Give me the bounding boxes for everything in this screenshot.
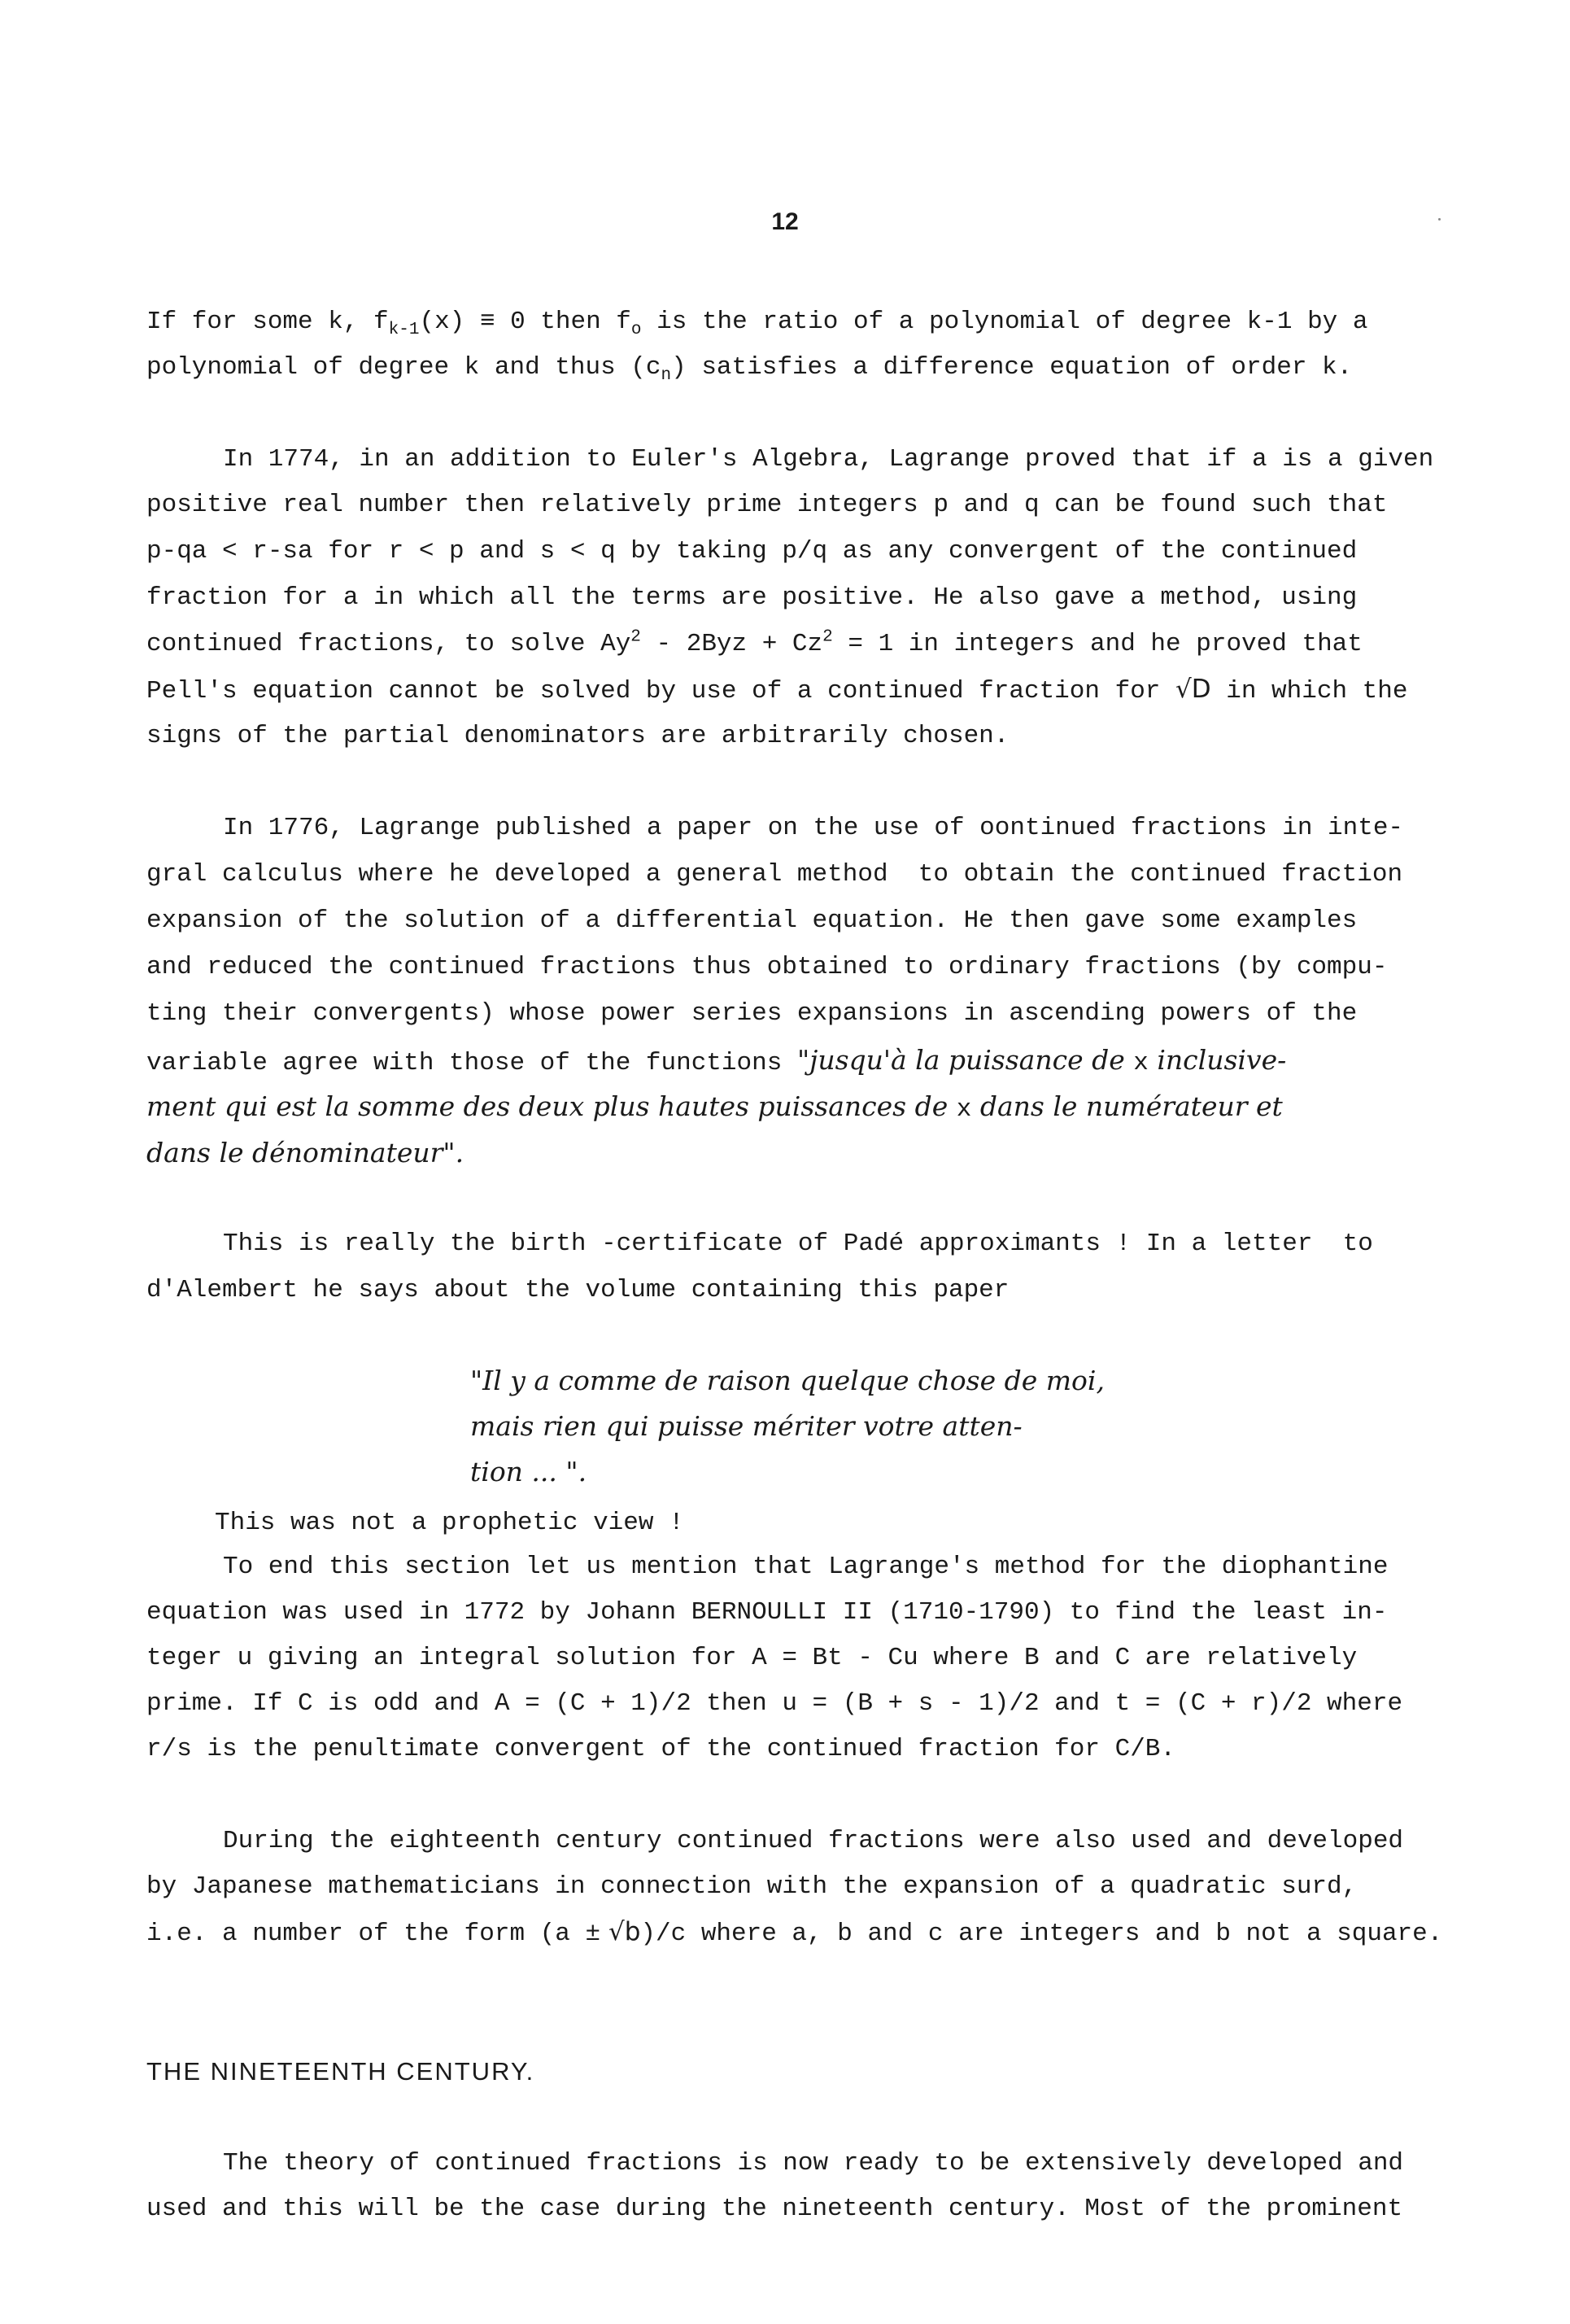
quote-line1: "Il y a comme de raison quelque chose de moi, xyxy=(470,1365,1105,1396)
para3-line6: variable agree with those of the functions "jusqu'à la puissance de x inclusive- xyxy=(146,1044,1287,1077)
para6-line1: To end this section let us mention that Lagrange's method for the diophantine xyxy=(223,1553,1389,1581)
para3-line4: and reduced the continued fractions thus obtained to ordinary fractions (by compu- xyxy=(146,953,1388,981)
para2-line7: signs of the partial denominators are arbitrarily chosen. xyxy=(146,722,1010,750)
para2-line2: positive real number then relatively prime integers p and q can be found such that xyxy=(146,491,1388,519)
plus-minus-symbol: ± xyxy=(585,1920,601,1948)
para3-line3: expansion of the solution of a differential equation. He then gave some examples xyxy=(146,906,1358,935)
para6-line2: equation was used in 1772 by Johann BERNOULLI II (1710-1790) to find the least in- xyxy=(146,1598,1388,1627)
para2-line1: In 1774, in an addition to Euler's Algebra, Lagrange proved that if a is a given xyxy=(223,445,1434,474)
para4-line1: This is really the birth -certificate of Padé approximants ! In a letter to xyxy=(223,1230,1373,1258)
sqrt-d-symbol: √D xyxy=(1175,675,1211,704)
para2-line4: fraction for a in which all the terms are positive. He also gave a method, using xyxy=(146,583,1358,612)
para8-line2: used and this will be the case during the nineteenth century. Most of the prominent xyxy=(146,2195,1403,2223)
para7-line3: i.e. a number of the form (a ± √b)/c where a, b and c are integers and b not a square. xyxy=(146,1917,1443,1948)
para1-line1: If for some k, $f_{k-1}(x) \equiv 0$ then $f_o$ is the ratio of a polynomial of degree k-1 by a xyxy=(146,308,1368,340)
page-number: 12 xyxy=(771,208,799,235)
scan-speck xyxy=(1438,218,1441,221)
para5-line1: This was not a prophetic view ! xyxy=(215,1509,684,1537)
para6-line5: r/s is the penultimate convergent of the continued fraction for C/B. xyxy=(146,1735,1176,1763)
para3-line1: In 1776, Lagrange published a paper on the use of oontinued fractions in inte- xyxy=(223,814,1404,842)
para6-line3: teger u giving an integral solution for A = Bt - Cu where B and C are relatively xyxy=(146,1644,1358,1672)
para2-line5: continued fractions, to solve $Ay^2 - 2Byz + Cz^2 = 1$ in integers and he proved that xyxy=(146,627,1363,658)
para3-line2: gral calculus where he developed a general method to obtain the continued fraction xyxy=(146,860,1403,889)
para3-line5: ting their convergents) whose power series expansions in ascending powers of the xyxy=(146,999,1358,1028)
para8-line1: The theory of continued fractions is now ready to be extensively developed and xyxy=(223,2149,1404,2178)
para4-line2: d'Alembert he says about the volume containing this paper xyxy=(146,1276,1010,1304)
section-heading: THE NINETEENTH CENTURY. xyxy=(146,2057,535,2086)
para3-line7: ment qui est la somme des deux plus hautes puissances de x dans le numérateur et xyxy=(146,1090,1283,1124)
para7-line1: During the eighteenth century continued fractions were also used and developed xyxy=(223,1827,1404,1855)
sqrt-b-symbol: √b xyxy=(600,1917,641,1946)
para1-line2: polynomial of degree k and thus $(c_n)$ satisfies a difference equation of order k. xyxy=(146,353,1353,386)
para2-line3: p-qa < r-sa for r < p and s < q by taking p/q as any convergent of the continued xyxy=(146,537,1358,566)
para3-line8: dans le dénominateur". xyxy=(146,1137,464,1169)
para2-line6: Pell's equation cannot be solved by use of a continued fraction for √D in which the xyxy=(146,675,1408,706)
para6-line4: prime. If C is odd and A = (C + 1)/2 then u = (B + s - 1)/2 and t = (C + r)/2 where xyxy=(146,1689,1403,1718)
quote-line3: tion ... ". xyxy=(470,1456,587,1487)
quote-line2: mais rien qui puisse mériter votre atten- xyxy=(470,1410,1023,1442)
para7-line2: by Japanese mathematicians in connection with the expansion of a quadratic surd, xyxy=(146,1872,1358,1901)
